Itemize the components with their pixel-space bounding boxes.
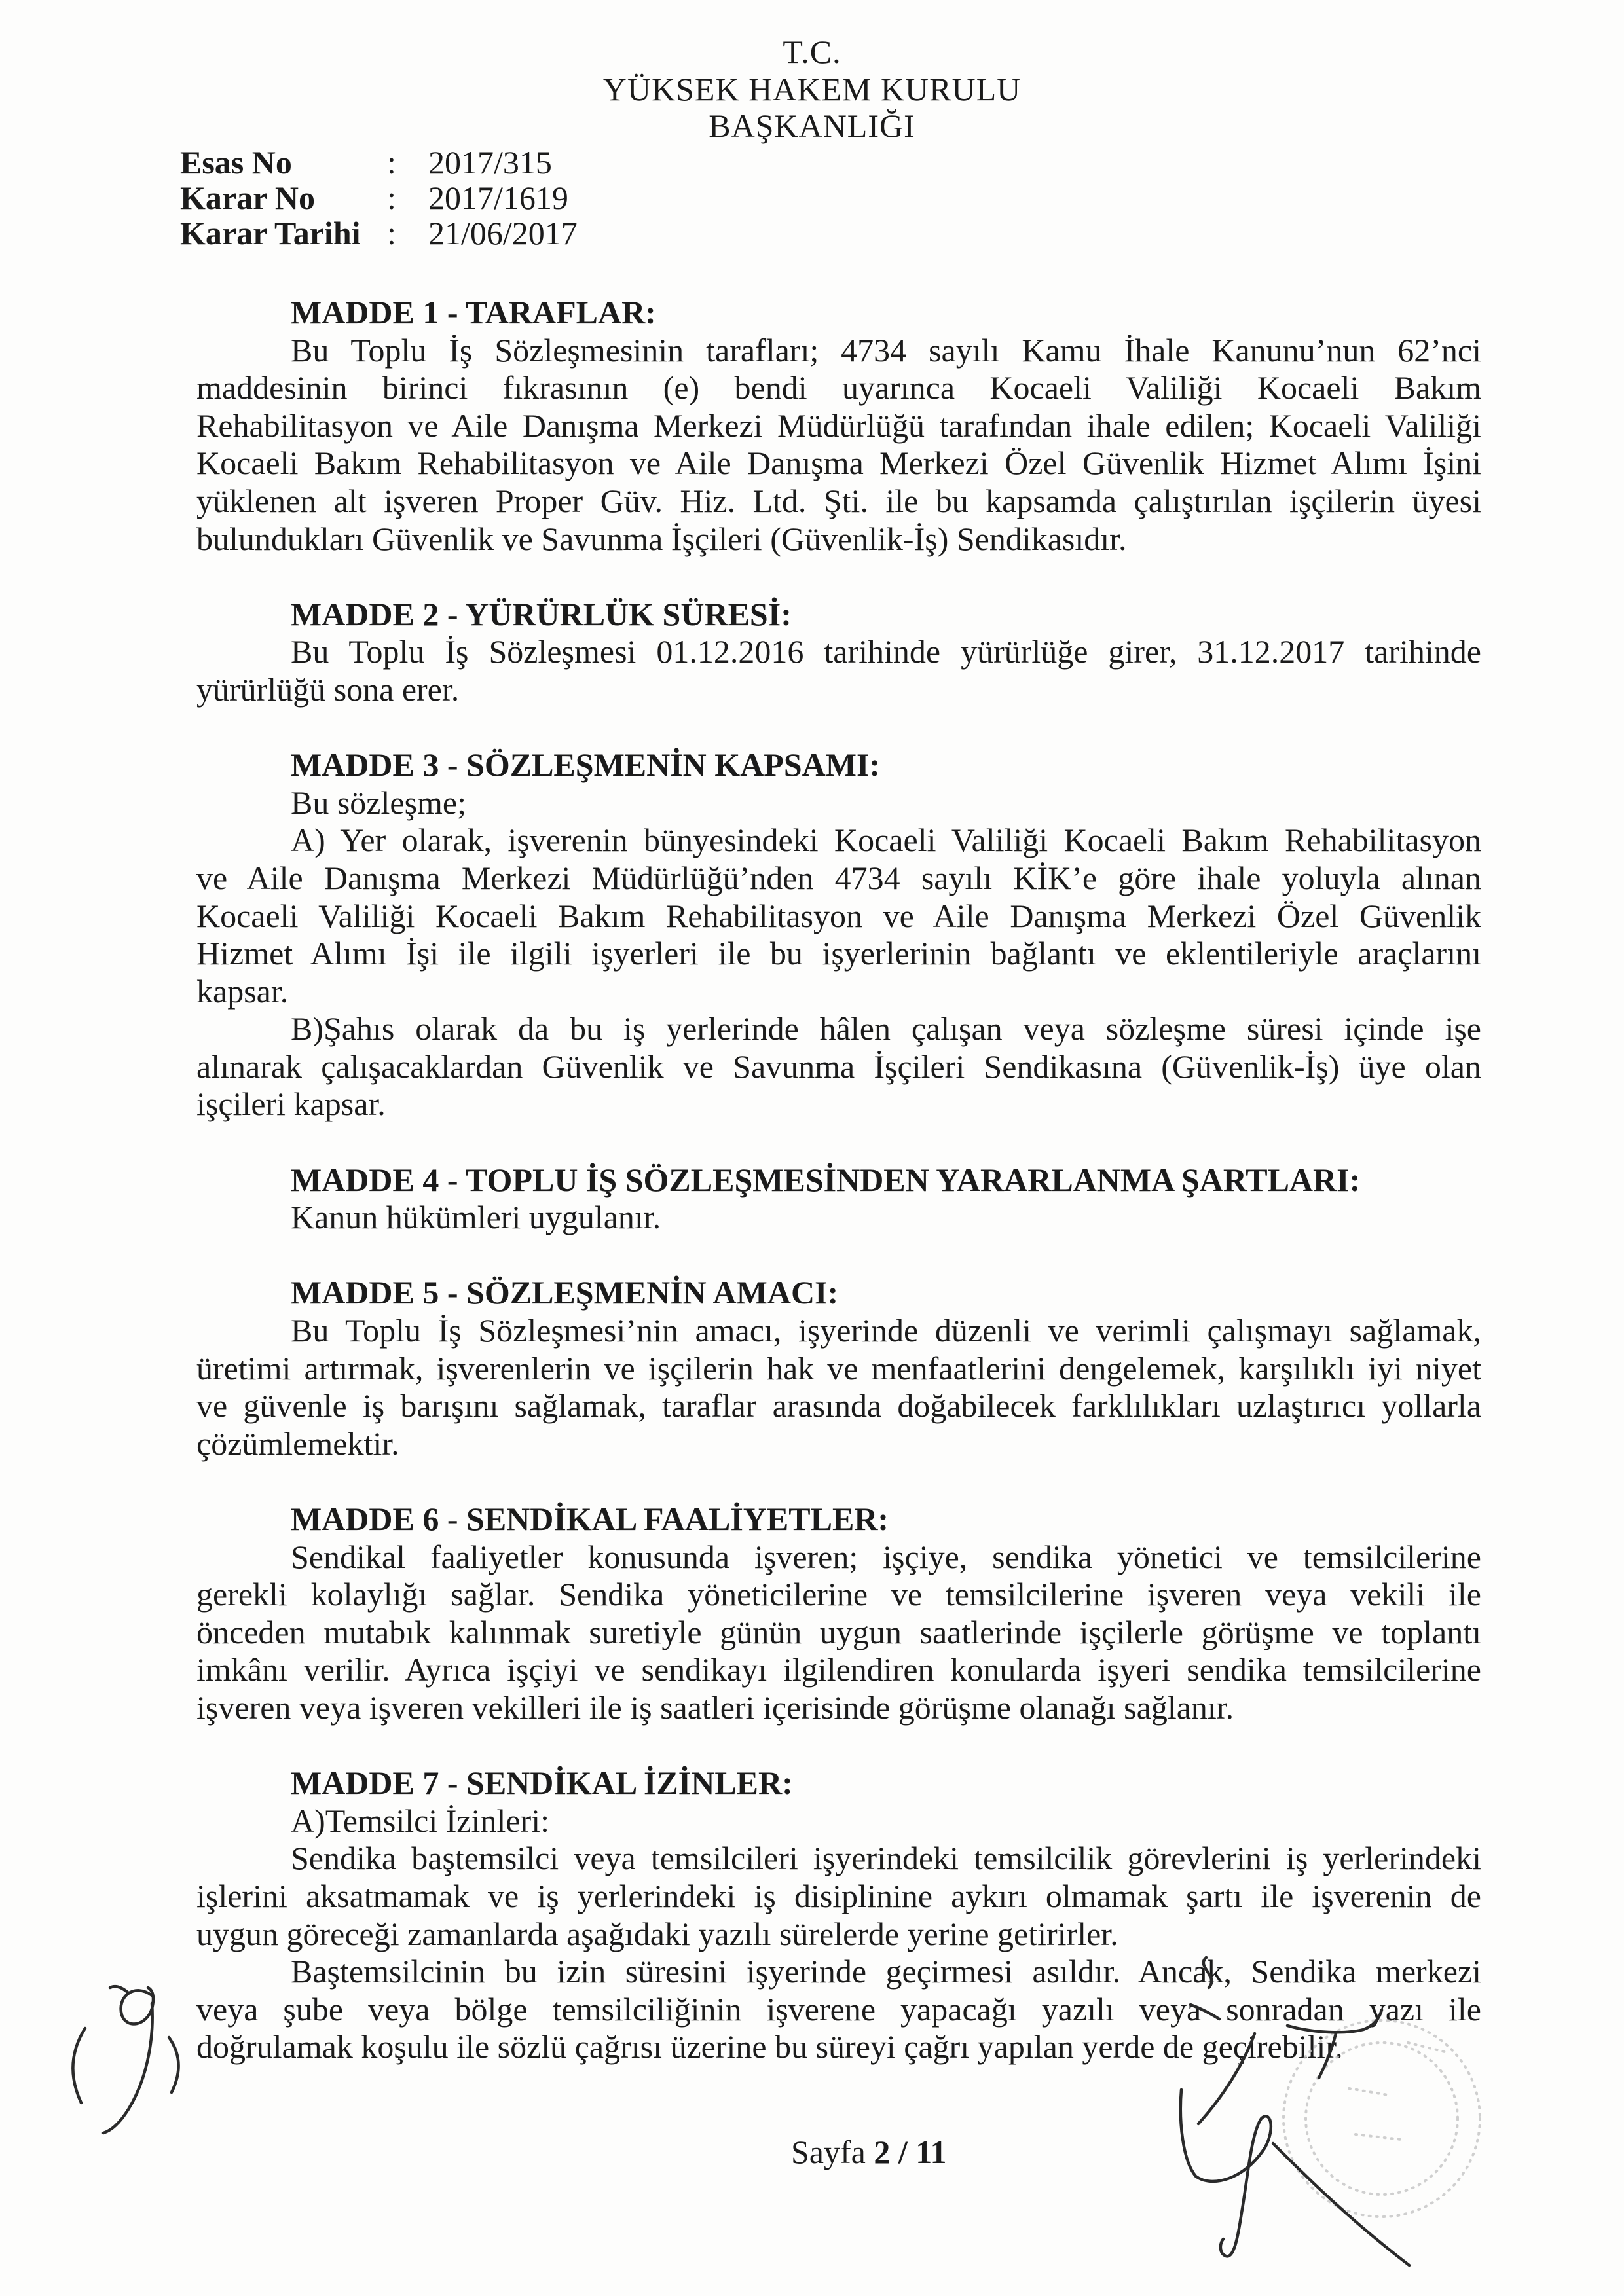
text-line: Bu Toplu İş Sözleşmesinin tarafları; 4734 sayılı Kamu İhale Kanunu’nun 62’nci	[291, 331, 1481, 369]
header-office: BAŞKANLIĞI	[709, 107, 915, 144]
article-paragraph	[196, 822, 1481, 1010]
article-4	[196, 1161, 1481, 1237]
signature-stroke	[103, 2003, 153, 2133]
text-line: doğrulamak koşulu ile sözlü çağrısı üzerine bu süreyi çağrı yapılan yerde de geçirebilir.	[196, 2028, 1343, 2066]
text-line: işçileri kapsar.	[196, 1085, 386, 1123]
article-3	[196, 746, 1481, 1123]
article-5	[196, 1274, 1481, 1463]
text-line: B)Şahıs olarak da bu iş yerlerinde hâlen çalışan veya sözleşme süresi içinde işe	[291, 1010, 1481, 1048]
text-line: Sendikal faaliyetler konusunda işveren; işçiye, sendika yönetici ve temsilcilerine	[291, 1538, 1481, 1575]
text-line: işlerini aksatmamak ve iş yerlerindeki iş disiplinine aykırı olmamak şartı ile işverenin de	[196, 1877, 1481, 1914]
article-paragraph	[196, 633, 1481, 708]
decision-date-separator: :	[387, 215, 396, 251]
case-number-row	[180, 145, 578, 180]
signature-stroke	[1181, 2090, 1271, 2256]
text-line: işveren veya işveren vekilleri ile iş saatleri içerisinde görüşme olanağı sağlanır.	[196, 1688, 1234, 1726]
article-paragraph	[196, 1010, 1481, 1123]
article-heading: MADDE 6 - SENDİKAL FAALİYETLER:	[291, 1501, 889, 1537]
case-number-separator: :	[387, 144, 396, 181]
article-paragraph	[196, 332, 1481, 558]
article-paragraph	[196, 1539, 1481, 1727]
text-line: Bu sözleşme;	[291, 784, 467, 821]
case-number-label: Esas No	[180, 144, 292, 181]
signature-stroke	[110, 1986, 128, 1993]
text-line: Bu Toplu İş Sözleşmesi’nin amacı, işyerinde düzenli ve verimli çalışmayı sağlamak,	[291, 1312, 1481, 1349]
text-line: Rehabilitasyon ve Aile Danışma Merkezi Müdürlüğü tarafından ihale edilen; Kocaeli Valiliği	[196, 407, 1481, 444]
signature-left	[73, 1986, 178, 2133]
article-heading: MADDE 7 - SENDİKAL İZİNLER:	[291, 1764, 793, 1802]
text-line: ve güvenle iş barışını sağlamak, taraflar arasında doğabilecek farklılıkları uzlaştırıcı yollarla	[196, 1387, 1481, 1425]
article-heading: MADDE 5 - SÖZLEŞMENİN AMACI:	[291, 1274, 839, 1311]
decision-number-separator: :	[387, 179, 396, 216]
page-footer	[791, 2134, 946, 2172]
decision-date-value: 21/06/2017	[428, 215, 578, 251]
text-line: Kanun hükümleri uygulanır.	[291, 1199, 661, 1236]
article-paragraph	[196, 1802, 1481, 1840]
decision-number-label: Karar No	[180, 179, 315, 216]
text-line: çözümlemektir.	[196, 1425, 399, 1462]
article-2	[196, 596, 1481, 709]
decision-number-value: 2017/1619	[428, 179, 568, 216]
text-line: yürürlüğü sona erer.	[196, 670, 460, 708]
article-6	[196, 1501, 1481, 1727]
text-line: Kocaeli Bakım Rehabilitasyon ve Aile Danışma Merkezi Özel Güvenlik Hizmet Alımı İşini	[196, 445, 1481, 482]
article-paragraph	[196, 1312, 1481, 1463]
article-paragraph	[196, 1840, 1481, 1953]
article-7	[196, 1764, 1481, 2066]
text-line: A)Temsilci İzinleri:	[291, 1802, 549, 1839]
page-word: Sayfa	[791, 2134, 866, 2170]
text-line: gerekli kolaylığı sağlar. Sendika yöneticilerine ve temsilcilerine işveren veya vekili ile	[196, 1576, 1481, 1613]
article-heading: MADDE 3 - SÖZLEŞMENİN KAPSAMI:	[291, 746, 881, 784]
text-line: uygun göreceği zamanlarda aşağıdaki yazılı sürelerde yerine getirirler.	[196, 1915, 1118, 1952]
article-heading: MADDE 2 - YÜRÜRLÜK SÜRESİ:	[291, 595, 792, 632]
text-line: Baştemsilcinin bu izin süresini işyerinde geçirmesi asıldır. Ancak, Sendika merkezi	[291, 1953, 1481, 1990]
article-heading: MADDE 4 - TOPLU İŞ SÖZLEŞMESİNDEN YARARLANMA ŞARTLARI:	[291, 1161, 1361, 1198]
text-line: kapsar.	[196, 972, 289, 1010]
article-1	[196, 294, 1481, 558]
text-line: veya şube veya bölge temsilciliğinin işverene yapacağı yazılı veya sonradan yazı ile	[196, 1990, 1481, 2028]
text-line: Sendika baştemsilci veya temsilcileri işyerindeki temsilcilik görevlerini iş yerlerindeki	[291, 1840, 1481, 1877]
text-line: bulundukları Güvenlik ve Savunma İşçileri (Güvenlik-İş) Sendikasıdır.	[196, 520, 1127, 557]
decision-date-label: Karar Tarihi	[180, 215, 361, 251]
article-paragraph	[196, 1953, 1481, 2066]
page-number: 2 / 11	[874, 2134, 947, 2170]
text-line: ve Aile Danışma Merkezi Müdürlüğü’nden 4734 sayılı KİK’e göre ihale yoluyla alınan	[196, 859, 1481, 896]
text-line: yüklenen alt işveren Proper Güv. Hiz. Ltd. Şti. ile bu kapsamda çalıştırılan işçilerin üyesi	[196, 482, 1481, 519]
case-number-value: 2017/315	[428, 144, 552, 181]
article-heading: MADDE 1 - TARAFLAR:	[291, 294, 656, 331]
text-line: alınarak çalışacaklardan Güvenlik ve Savunma İşçileri Sendikasına (Güvenlik-İş) üye olan	[196, 1048, 1481, 1085]
text-line: önceden mutabık kalınmak suretiyle günün uygun saatlerinde işçilerle görüşme ve toplantı	[196, 1613, 1481, 1650]
articles-body	[196, 294, 1481, 2066]
case-info	[180, 145, 578, 251]
signature-stroke	[121, 1988, 153, 2024]
signature-stroke	[1273, 2143, 1409, 2265]
article-paragraph	[196, 1199, 1481, 1237]
decision-date-row	[180, 215, 578, 251]
signature-stroke	[73, 2028, 85, 2103]
article-paragraph	[196, 784, 1481, 822]
decision-number-row	[180, 180, 578, 215]
text-line: maddesinin birinci fıkrasının (e) bendi uyarınca Kocaeli Valiliği Kocaeli Bakım	[196, 369, 1481, 407]
text-line: Bu Toplu İş Sözleşmesi 01.12.2016 tarihinde yürürlüğe girer, 31.12.2017 tarihinde	[291, 633, 1481, 670]
text-line: imkânı verilir. Ayrıca işçiyi ve sendikayı ilgilendiren konularda işyeri sendika temsilcilerine	[196, 1651, 1481, 1688]
header-institution: YÜKSEK HAKEM KURULU	[602, 70, 1022, 107]
text-line: üretimi artırmak, işverenlerin ve işçilerin hak ve menfaatlerini dengelemek, karşılıklı iyi niyet	[196, 1349, 1481, 1387]
document-header	[0, 33, 1624, 145]
text-line: Kocaeli Valiliği Kocaeli Bakım Rehabilitasyon ve Aile Danışma Merkezi Özel Güvenlik	[196, 897, 1481, 934]
header-country: T.C.	[783, 33, 841, 70]
text-line: Hizmet Alımı İşi ile ilgili işyerleri ile bu işyerlerinin bağlantı ve eklentileriyle araçlarını	[196, 935, 1481, 972]
text-line: A) Yer olarak, işverenin bünyesindeki Kocaeli Valiliği Kocaeli Bakım Rehabilitasyon	[291, 822, 1481, 859]
signature-stroke	[169, 2037, 179, 2092]
